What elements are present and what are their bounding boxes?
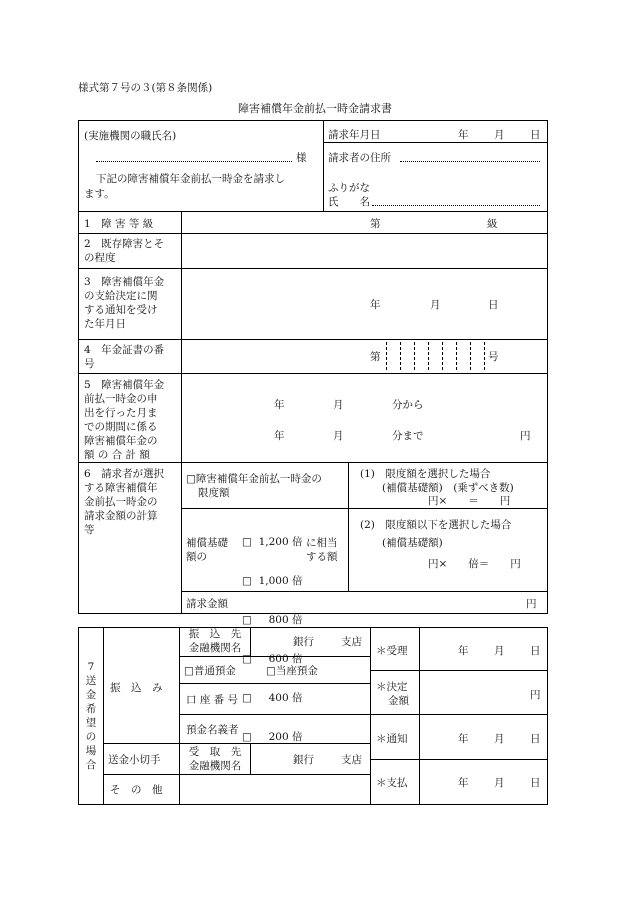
address-label: 請求者の住所	[328, 152, 391, 164]
request-date-month: 月	[494, 129, 505, 141]
r6-limit-option[interactable]: □障害補償年金前払一時金の 限度額	[186, 473, 322, 499]
shiharai-month: 月	[494, 777, 505, 789]
r6-case1-calc: 円× ＝ 円	[428, 495, 511, 507]
claim-amount-label: 請求金額	[186, 598, 228, 610]
r5-from-month: 月	[333, 399, 344, 411]
account-holder-label: 預金名義者	[186, 724, 239, 736]
r5-from-year: 年	[274, 399, 285, 411]
form-number: 様式第７号の３(第８条関係)	[78, 82, 213, 94]
r3-label: 3 障害補償年金 の支給決定に関 する通知を受け た年月日	[84, 276, 165, 330]
r6-base-label: 補償基礎 額の	[186, 537, 228, 563]
r6-case1-title: (1) 限度額を選択した場合	[360, 468, 491, 480]
r6-case2-calc: 円× 倍＝ 円	[428, 558, 521, 570]
juri-month: 月	[494, 645, 505, 657]
shiharai-year: 年	[458, 777, 469, 789]
form-title: 障害補償年金前払一時金請求書	[238, 102, 392, 115]
official-label: (実施機関の職氏名)	[84, 130, 177, 142]
sonota-label: そ の 他	[110, 784, 163, 796]
multiplier-1000[interactable]: □ 1,000 倍	[242, 575, 303, 587]
kettei-yen: 円	[530, 689, 541, 701]
tsuchi-year: 年	[458, 733, 469, 745]
r6-label: 6 請求者が選択 する障害補償年 金前払一時金の 請求金額の計算 等	[84, 468, 165, 536]
request-date-year: 年	[458, 129, 469, 141]
shiharai-label: ＊支払	[376, 777, 408, 789]
r3-day: 日	[488, 299, 499, 311]
juri-year: 年	[458, 645, 469, 657]
sama-suffix: 様	[296, 152, 307, 164]
request-date-day: 日	[530, 129, 541, 141]
r5-to: 分まで	[392, 430, 424, 442]
statement-line-1: 下記の障害補償年金前払一時金を請求し	[96, 173, 285, 185]
multiplier-400[interactable]: □ 400 倍	[242, 692, 303, 704]
r6-case2-sub: (補償基礎額)	[382, 537, 443, 549]
multiplier-800[interactable]: □ 800 倍	[242, 614, 303, 626]
recv-shiten: 支店	[341, 754, 362, 766]
furikomi-label: 振 込 み	[110, 682, 163, 694]
shiharai-day: 日	[530, 777, 541, 789]
account-number-label: 口 座 番 号	[186, 694, 239, 706]
r3-month: 月	[430, 299, 441, 311]
r1-label: 1 障 害 等 級	[84, 218, 154, 230]
claim-amount-yen: 円	[526, 598, 537, 610]
section-7-label: 7送金希望の場合	[85, 661, 97, 771]
name-field-line[interactable]	[372, 205, 540, 206]
r4-dai: 第	[370, 351, 381, 363]
tsuchi-label: ＊通知	[376, 733, 408, 745]
name-label: 氏 名	[328, 196, 370, 208]
r6-case1-sub: (補償基礎額) (乗ずべき数)	[382, 482, 514, 494]
r5-yen: 円	[520, 430, 531, 442]
tsuchi-month: 月	[494, 733, 505, 745]
bank-name-label: 振 込 先 金融機関名	[188, 628, 242, 654]
certificate-number-boxes[interactable]	[384, 342, 486, 370]
recv-ginko: 銀行	[293, 754, 314, 766]
r2-label: 2 既存障害とそ の程度	[84, 238, 165, 264]
r1-dai: 第	[370, 218, 381, 230]
r6-case2-title: (2) 限度額以下を選択した場合	[360, 519, 512, 531]
r1-kyu: 級	[487, 218, 498, 230]
futsu-yokin-checkbox[interactable]: □普通預金	[184, 665, 236, 677]
toza-yokin-checkbox[interactable]: □当座預金	[266, 665, 318, 677]
r5-to-month: 月	[333, 430, 344, 442]
request-date-label: 請求年月日	[328, 129, 381, 141]
address-field-line[interactable]	[400, 161, 540, 162]
juri-label: ＊受理	[376, 645, 408, 657]
remittance-table	[78, 627, 548, 805]
bank-shiten: 支店	[341, 636, 362, 648]
official-name-line	[96, 161, 292, 162]
kogitte-label: 送金小切手	[108, 754, 161, 766]
r5-from: 分から	[392, 399, 424, 411]
r4-label: 4 年金証書の番 号	[84, 344, 165, 370]
r3-year: 年	[370, 299, 381, 311]
multiplier-200[interactable]: □ 200 倍	[242, 731, 303, 743]
furigana-label: ふりがな	[328, 182, 370, 194]
tsuchi-day: 日	[530, 733, 541, 745]
r4-go: 号	[488, 351, 499, 363]
multiplier-1200[interactable]: □ 1,200 倍	[242, 536, 303, 548]
statement-line-2: ます。	[84, 188, 115, 200]
juri-day: 日	[530, 645, 541, 657]
multiplier-600[interactable]: □ 600 倍	[242, 653, 303, 665]
kettei-label: ＊決定 金額	[376, 681, 409, 707]
r6-soto: に相当 する額	[306, 537, 338, 563]
r5-to-year: 年	[274, 430, 285, 442]
recv-bank-label: 受 取 先 金融機関名	[188, 746, 242, 772]
r5-label: 5 障害補償年金 前払一時金の申 出を行った月ま での期間に係る 障害補償年金の 額 の 合 計 額	[84, 379, 165, 461]
bank-ginko: 銀行	[293, 636, 314, 648]
